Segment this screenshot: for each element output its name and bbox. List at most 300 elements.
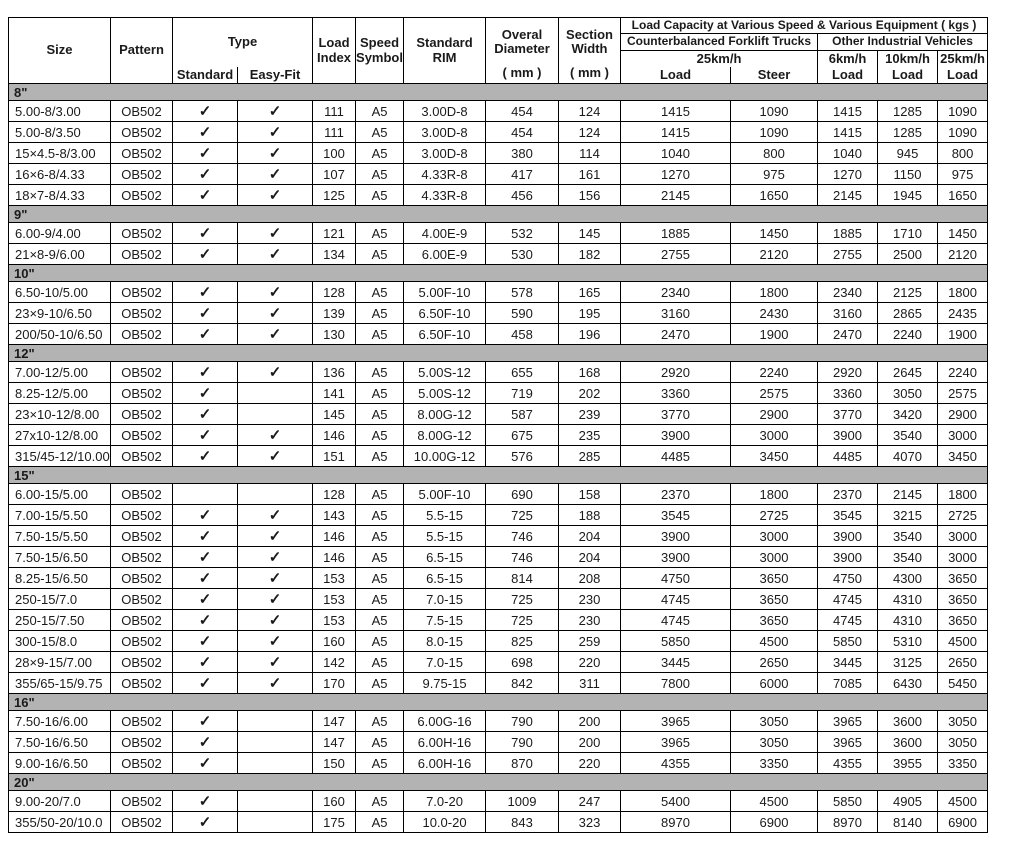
checkmark-icon: ✓ (173, 324, 238, 345)
table-row (9, 589, 988, 610)
cell-load-25kmh: 5400 (621, 791, 731, 812)
cell-section-width: 220 (559, 753, 621, 774)
cell-pattern: OB502 (111, 526, 173, 547)
cell-load-25kmh: 2470 (621, 324, 731, 345)
cell-load-25kmh-other: 2650 (938, 652, 988, 673)
cell-overall-diameter: 578 (486, 282, 559, 303)
cell-speed-symbol: A5 (356, 652, 404, 673)
cell-load-25kmh: 1885 (621, 223, 731, 244)
cell-pattern: OB502 (111, 324, 173, 345)
cell-section-width: 156 (559, 185, 621, 206)
cell-overall-diameter: 842 (486, 673, 559, 694)
cell-overall-diameter: 725 (486, 610, 559, 631)
header-type: Type (173, 18, 313, 67)
cell-steer-25kmh: 2430 (731, 303, 818, 324)
section-label: 15" (9, 467, 988, 484)
cell-size: 23×9-10/6.50 (9, 303, 111, 324)
checkmark-icon: ✓ (173, 505, 238, 526)
cell-load-index: 147 (313, 711, 356, 732)
checkmark-icon: ✓ (238, 589, 313, 610)
cell-size: 18×7-8/4.33 (9, 185, 111, 206)
cell-rim: 5.00F-10 (404, 484, 486, 505)
cell-rim: 7.0-20 (404, 791, 486, 812)
cell-section-width: 196 (559, 324, 621, 345)
cell-rim: 3.00D-8 (404, 143, 486, 164)
cell-rim: 6.00H-16 (404, 732, 486, 753)
cell-load-10kmh: 3540 (878, 425, 938, 446)
cell-steer-25kmh: 4500 (731, 791, 818, 812)
cell-load-index: 128 (313, 484, 356, 505)
cell-speed-symbol: A5 (356, 589, 404, 610)
cell-overall-diameter: 532 (486, 223, 559, 244)
table-row (9, 223, 988, 244)
cell-load-index: 153 (313, 589, 356, 610)
cell-load-10kmh: 4310 (878, 589, 938, 610)
checkmark-icon: ✓ (238, 610, 313, 631)
cell-rim: 6.5-15 (404, 547, 486, 568)
checkmark-icon: ✓ (238, 446, 313, 467)
cell-rim: 5.5-15 (404, 505, 486, 526)
table-row (9, 484, 988, 505)
cell-overall-diameter: 1009 (486, 791, 559, 812)
cell-size: 23×10-12/8.00 (9, 404, 111, 425)
section-band (9, 206, 988, 223)
cell-steer-25kmh: 2900 (731, 404, 818, 425)
cell-section-width: 200 (559, 711, 621, 732)
empty-cell (238, 732, 313, 753)
cell-load-6kmh: 1270 (818, 164, 878, 185)
checkmark-icon: ✓ (173, 244, 238, 265)
table-row (9, 652, 988, 673)
section-band (9, 84, 988, 101)
checkmark-icon: ✓ (238, 652, 313, 673)
cell-load-25kmh-other: 4500 (938, 631, 988, 652)
cell-overall-diameter: 530 (486, 244, 559, 265)
cell-pattern: OB502 (111, 484, 173, 505)
cell-overall-diameter: 456 (486, 185, 559, 206)
cell-load-25kmh-other: 3350 (938, 753, 988, 774)
cell-rim: 6.00G-16 (404, 711, 486, 732)
header-6kmh: 6km/h (818, 51, 878, 67)
cell-load-25kmh-other: 3450 (938, 446, 988, 467)
cell-overall-diameter: 690 (486, 484, 559, 505)
cell-load-10kmh: 3215 (878, 505, 938, 526)
cell-steer-25kmh: 3650 (731, 589, 818, 610)
cell-steer-25kmh: 975 (731, 164, 818, 185)
cell-load-10kmh: 1285 (878, 101, 938, 122)
header-load-capacity: Load Capacity at Various Speed & Various Equipment ( kgs ) (621, 18, 988, 34)
cell-load-10kmh: 2125 (878, 282, 938, 303)
cell-load-index: 100 (313, 143, 356, 164)
cell-load-10kmh: 4070 (878, 446, 938, 467)
cell-load-25kmh-other: 2240 (938, 362, 988, 383)
cell-load-10kmh: 3955 (878, 753, 938, 774)
section-label: 9" (9, 206, 988, 223)
cell-steer-25kmh: 1090 (731, 101, 818, 122)
table-row (9, 101, 988, 122)
checkmark-icon: ✓ (173, 185, 238, 206)
table-row (9, 753, 988, 774)
cell-section-width: 259 (559, 631, 621, 652)
cell-overall-diameter: 417 (486, 164, 559, 185)
cell-section-width: 195 (559, 303, 621, 324)
cell-pattern: OB502 (111, 732, 173, 753)
cell-pattern: OB502 (111, 143, 173, 164)
cell-pattern: OB502 (111, 223, 173, 244)
cell-overall-diameter: 655 (486, 362, 559, 383)
cell-rim: 4.00E-9 (404, 223, 486, 244)
cell-load-6kmh: 2755 (818, 244, 878, 265)
cell-load-index: 151 (313, 446, 356, 467)
cell-overall-diameter: 454 (486, 122, 559, 143)
cell-overall-diameter: 458 (486, 324, 559, 345)
cell-load-25kmh-other: 1090 (938, 101, 988, 122)
cell-speed-symbol: A5 (356, 101, 404, 122)
cell-speed-symbol: A5 (356, 425, 404, 446)
cell-load-6kmh: 3160 (818, 303, 878, 324)
cell-size: 355/65-15/9.75 (9, 673, 111, 694)
cell-load-25kmh-other: 2435 (938, 303, 988, 324)
section-label: 16" (9, 694, 988, 711)
cell-rim: 5.00S-12 (404, 362, 486, 383)
cell-rim: 4.33R-8 (404, 185, 486, 206)
empty-cell (173, 484, 238, 505)
cell-speed-symbol: A5 (356, 324, 404, 345)
cell-load-25kmh: 4355 (621, 753, 731, 774)
cell-load-25kmh: 7800 (621, 673, 731, 694)
cell-load-25kmh: 4750 (621, 568, 731, 589)
cell-load-6kmh: 4745 (818, 610, 878, 631)
cell-load-6kmh: 4745 (818, 589, 878, 610)
checkmark-icon: ✓ (238, 122, 313, 143)
header-10kmh: 10km/h (878, 51, 938, 67)
cell-rim: 6.00H-16 (404, 753, 486, 774)
checkmark-icon: ✓ (238, 282, 313, 303)
cell-size: 6.00-15/5.00 (9, 484, 111, 505)
cell-load-10kmh: 3125 (878, 652, 938, 673)
cell-load-6kmh: 7085 (818, 673, 878, 694)
cell-size: 16×6-8/4.33 (9, 164, 111, 185)
section-width-label: Section Width (566, 26, 613, 56)
cell-speed-symbol: A5 (356, 505, 404, 526)
checkmark-icon: ✓ (238, 362, 313, 383)
cell-steer-25kmh: 1900 (731, 324, 818, 345)
checkmark-icon: ✓ (173, 610, 238, 631)
cell-size: 250-15/7.50 (9, 610, 111, 631)
cell-overall-diameter: 843 (486, 812, 559, 833)
cell-section-width: 124 (559, 122, 621, 143)
cell-load-index: 134 (313, 244, 356, 265)
checkmark-icon: ✓ (238, 223, 313, 244)
cell-load-10kmh: 3540 (878, 526, 938, 547)
cell-size: 27x10-12/8.00 (9, 425, 111, 446)
cell-load-25kmh: 3900 (621, 526, 731, 547)
cell-load-25kmh: 4745 (621, 589, 731, 610)
cell-pattern: OB502 (111, 568, 173, 589)
cell-load-25kmh-other: 3050 (938, 732, 988, 753)
table-row (9, 143, 988, 164)
cell-section-width: 247 (559, 791, 621, 812)
cell-section-width: 311 (559, 673, 621, 694)
cell-speed-symbol: A5 (356, 282, 404, 303)
cell-load-10kmh: 2865 (878, 303, 938, 324)
checkmark-icon: ✓ (238, 164, 313, 185)
cell-pattern: OB502 (111, 610, 173, 631)
cell-load-6kmh: 3445 (818, 652, 878, 673)
cell-load-10kmh: 2240 (878, 324, 938, 345)
cell-load-6kmh: 3900 (818, 547, 878, 568)
cell-load-index: 145 (313, 404, 356, 425)
header-other-industrial: Other Industrial Vehicles (818, 34, 988, 51)
cell-rim: 6.50F-10 (404, 324, 486, 345)
cell-load-index: 107 (313, 164, 356, 185)
cell-load-25kmh-other: 3000 (938, 547, 988, 568)
cell-load-index: 146 (313, 425, 356, 446)
checkmark-icon: ✓ (238, 324, 313, 345)
cell-load-25kmh: 2755 (621, 244, 731, 265)
table-row (9, 303, 988, 324)
checkmark-icon: ✓ (173, 143, 238, 164)
cell-load-6kmh: 3900 (818, 526, 878, 547)
header-standard-type: Standard (173, 67, 238, 84)
cell-load-25kmh-other: 3050 (938, 711, 988, 732)
cell-steer-25kmh: 3350 (731, 753, 818, 774)
section-band (9, 345, 988, 362)
cell-load-25kmh-other: 5450 (938, 673, 988, 694)
cell-section-width: 114 (559, 143, 621, 164)
table-row (9, 324, 988, 345)
cell-load-index: 130 (313, 324, 356, 345)
cell-overall-diameter: 746 (486, 526, 559, 547)
section-band (9, 694, 988, 711)
cell-load-index: 170 (313, 673, 356, 694)
table-row (9, 547, 988, 568)
cell-section-width: 200 (559, 732, 621, 753)
cell-steer-25kmh: 2650 (731, 652, 818, 673)
cell-rim: 3.00D-8 (404, 101, 486, 122)
empty-cell (238, 383, 313, 404)
cell-steer-25kmh: 1650 (731, 185, 818, 206)
cell-load-25kmh-other: 1450 (938, 223, 988, 244)
cell-size: 21×8-9/6.00 (9, 244, 111, 265)
cell-steer-25kmh: 6900 (731, 812, 818, 833)
cell-size: 7.50-16/6.00 (9, 711, 111, 732)
header-counterbalanced: Counterbalanced Forklift Trucks (621, 34, 818, 51)
cell-rim: 10.00G-12 (404, 446, 486, 467)
checkmark-icon: ✓ (173, 303, 238, 324)
cell-speed-symbol: A5 (356, 164, 404, 185)
checkmark-icon: ✓ (238, 143, 313, 164)
cell-speed-symbol: A5 (356, 404, 404, 425)
cell-load-index: 160 (313, 631, 356, 652)
cell-size: 7.50-16/6.50 (9, 732, 111, 753)
table-row (9, 425, 988, 446)
cell-pattern: OB502 (111, 244, 173, 265)
cell-size: 9.00-16/6.50 (9, 753, 111, 774)
empty-cell (238, 404, 313, 425)
table-row (9, 122, 988, 143)
cell-load-25kmh: 8970 (621, 812, 731, 833)
cell-load-25kmh: 2340 (621, 282, 731, 303)
cell-load-index: 125 (313, 185, 356, 206)
cell-steer-25kmh: 1090 (731, 122, 818, 143)
cell-overall-diameter: 814 (486, 568, 559, 589)
cell-speed-symbol: A5 (356, 383, 404, 404)
cell-load-25kmh: 3160 (621, 303, 731, 324)
cell-pattern: OB502 (111, 753, 173, 774)
section-label: 8" (9, 84, 988, 101)
empty-cell (238, 484, 313, 505)
cell-overall-diameter: 725 (486, 589, 559, 610)
cell-section-width: 165 (559, 282, 621, 303)
cell-load-6kmh: 3360 (818, 383, 878, 404)
cell-load-6kmh: 3545 (818, 505, 878, 526)
cell-overall-diameter: 587 (486, 404, 559, 425)
checkmark-icon: ✓ (238, 244, 313, 265)
checkmark-icon: ✓ (173, 425, 238, 446)
cell-section-width: 145 (559, 223, 621, 244)
cell-load-index: 153 (313, 568, 356, 589)
cell-section-width: 168 (559, 362, 621, 383)
cell-overall-diameter: 698 (486, 652, 559, 673)
cell-load-index: 142 (313, 652, 356, 673)
cell-load-10kmh: 1285 (878, 122, 938, 143)
section-label: 12" (9, 345, 988, 362)
header-speed-symbol: Speed Symbol (356, 18, 404, 84)
cell-load-6kmh: 2370 (818, 484, 878, 505)
cell-load-index: 136 (313, 362, 356, 383)
cell-load-25kmh-other: 2725 (938, 505, 988, 526)
cell-load-10kmh: 8140 (878, 812, 938, 833)
cell-speed-symbol: A5 (356, 122, 404, 143)
cell-load-25kmh-other: 3650 (938, 610, 988, 631)
cell-steer-25kmh: 2575 (731, 383, 818, 404)
cell-load-25kmh: 2920 (621, 362, 731, 383)
cell-load-10kmh: 2145 (878, 484, 938, 505)
cell-overall-diameter: 675 (486, 425, 559, 446)
cell-size: 9.00-20/7.0 (9, 791, 111, 812)
cell-overall-diameter: 746 (486, 547, 559, 568)
checkmark-icon: ✓ (173, 446, 238, 467)
cell-load-index: 128 (313, 282, 356, 303)
cell-section-width: 124 (559, 101, 621, 122)
checkmark-icon: ✓ (173, 362, 238, 383)
checkmark-icon: ✓ (173, 568, 238, 589)
cell-load-index: 153 (313, 610, 356, 631)
cell-load-25kmh-other: 2900 (938, 404, 988, 425)
section-label: 10" (9, 265, 988, 282)
cell-load-25kmh: 3900 (621, 547, 731, 568)
cell-load-10kmh: 3600 (878, 711, 938, 732)
cell-load-25kmh: 2370 (621, 484, 731, 505)
cell-speed-symbol: A5 (356, 484, 404, 505)
cell-pattern: OB502 (111, 425, 173, 446)
cell-load-index: 143 (313, 505, 356, 526)
header-easy-fit: Easy-Fit (238, 67, 313, 84)
cell-size: 28×9-15/7.00 (9, 652, 111, 673)
cell-load-index: 141 (313, 383, 356, 404)
cell-load-10kmh: 5310 (878, 631, 938, 652)
cell-load-index: 146 (313, 547, 356, 568)
table-row (9, 446, 988, 467)
header-25kmh-other: 25km/h (938, 51, 988, 67)
cell-speed-symbol: A5 (356, 673, 404, 694)
cell-steer-25kmh: 4500 (731, 631, 818, 652)
cell-rim: 8.0-15 (404, 631, 486, 652)
cell-load-6kmh: 5850 (818, 791, 878, 812)
cell-pattern: OB502 (111, 362, 173, 383)
cell-load-25kmh-other: 975 (938, 164, 988, 185)
table-row (9, 164, 988, 185)
cell-load-25kmh: 5850 (621, 631, 731, 652)
cell-section-width: 202 (559, 383, 621, 404)
cell-speed-symbol: A5 (356, 732, 404, 753)
section-width-unit: ( mm ) (570, 64, 610, 80)
checkmark-icon: ✓ (238, 631, 313, 652)
cell-load-10kmh: 1945 (878, 185, 938, 206)
cell-overall-diameter: 790 (486, 732, 559, 753)
cell-load-index: 175 (313, 812, 356, 833)
checkmark-icon: ✓ (173, 383, 238, 404)
table-row (9, 244, 988, 265)
header-load-index: Load Index (313, 18, 356, 84)
cell-steer-25kmh: 800 (731, 143, 818, 164)
checkmark-icon: ✓ (173, 526, 238, 547)
cell-load-6kmh: 1415 (818, 122, 878, 143)
cell-load-25kmh-other: 3650 (938, 568, 988, 589)
cell-load-10kmh: 945 (878, 143, 938, 164)
checkmark-icon: ✓ (238, 547, 313, 568)
cell-section-width: 204 (559, 526, 621, 547)
checkmark-icon: ✓ (173, 282, 238, 303)
cell-size: 7.50-15/6.50 (9, 547, 111, 568)
checkmark-icon: ✓ (173, 673, 238, 694)
cell-size: 8.25-12/5.00 (9, 383, 111, 404)
cell-size: 7.00-12/5.00 (9, 362, 111, 383)
cell-pattern: OB502 (111, 383, 173, 404)
header-standard-rim: Standard RIM (404, 18, 486, 84)
cell-section-width: 161 (559, 164, 621, 185)
cell-steer-25kmh: 3650 (731, 610, 818, 631)
table-row (9, 812, 988, 833)
cell-load-10kmh: 6430 (878, 673, 938, 694)
cell-section-width: 182 (559, 244, 621, 265)
overall-diameter-label: Overal Diameter (494, 26, 550, 56)
cell-load-10kmh: 3050 (878, 383, 938, 404)
cell-steer-25kmh: 1800 (731, 484, 818, 505)
cell-load-6kmh: 1040 (818, 143, 878, 164)
table-row (9, 791, 988, 812)
cell-rim: 7.0-15 (404, 652, 486, 673)
table-row (9, 404, 988, 425)
cell-steer-25kmh: 3650 (731, 568, 818, 589)
cell-rim: 9.75-15 (404, 673, 486, 694)
table-row (9, 568, 988, 589)
table-row (9, 711, 988, 732)
checkmark-icon: ✓ (238, 303, 313, 324)
cell-load-25kmh-other: 6900 (938, 812, 988, 833)
cell-rim: 10.0-20 (404, 812, 486, 833)
cell-load-10kmh: 3540 (878, 547, 938, 568)
table-row (9, 282, 988, 303)
cell-pattern: OB502 (111, 673, 173, 694)
cell-load-25kmh-other: 1900 (938, 324, 988, 345)
cell-section-width: 239 (559, 404, 621, 425)
cell-speed-symbol: A5 (356, 711, 404, 732)
cell-load-6kmh: 3770 (818, 404, 878, 425)
cell-pattern: OB502 (111, 185, 173, 206)
overall-diameter-unit: ( mm ) (502, 64, 542, 80)
